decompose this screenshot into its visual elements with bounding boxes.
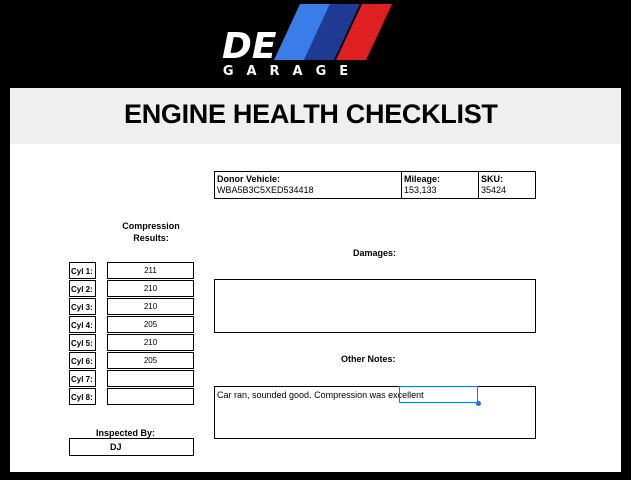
cyl-1-label: Cyl 1: (69, 262, 96, 279)
cyl-4-label: Cyl 4: (69, 316, 96, 333)
donor-vehicle-value: WBA5B3C5XED534418 (217, 185, 314, 195)
cyl-2-value[interactable]: 210 (107, 280, 194, 297)
other-notes-box[interactable] (214, 386, 536, 439)
donor-vehicle-cell[interactable] (215, 172, 401, 198)
inspected-by-value[interactable]: DJ (69, 438, 194, 456)
other-notes-label: Other Notes: (341, 354, 396, 364)
mileage-label: Mileage: (404, 174, 441, 184)
sku-value: 35424 (481, 185, 507, 195)
checklist-sheet (10, 88, 621, 472)
header-bar (0, 0, 631, 88)
damages-label: Damages: (353, 248, 397, 258)
page-title: ENGINE HEALTH CHECKLIST (124, 99, 498, 129)
cyl-2-label: Cyl 2: (69, 280, 96, 297)
donor-vehicle-label: Donor Vehicle: (217, 174, 281, 184)
cyl-1-value[interactable]: 211 (107, 262, 194, 279)
sku-label: SKU: (481, 174, 503, 184)
sku-cell[interactable] (478, 172, 535, 198)
fill-handle[interactable] (476, 401, 481, 406)
cyl-6-value[interactable]: 205 (107, 352, 194, 369)
inspected-by-label: Inspected By: (96, 428, 156, 438)
mileage-cell[interactable] (401, 172, 478, 198)
mileage-value: 153,133 (404, 185, 437, 195)
cyl-8-label: Cyl 8: (69, 388, 96, 405)
damages-box[interactable] (214, 279, 536, 333)
cyl-6-label: Cyl 6: (69, 352, 96, 369)
compression-heading: Compression Results: (122, 221, 180, 243)
cyl-5-value[interactable]: 210 (107, 334, 194, 351)
cyl-5-label: Cyl 5: (69, 334, 96, 351)
logo-subtext: GARAGE (222, 64, 362, 79)
other-notes-text: Car ran, sounded good. Compression was excellent (217, 390, 424, 400)
cyl-3-value[interactable]: 210 (107, 298, 194, 315)
logo-text: DE (222, 26, 277, 67)
vehicle-info-table (214, 171, 536, 199)
title-band (10, 88, 621, 144)
cyl-4-value[interactable]: 205 (107, 316, 194, 333)
cyl-3-label: Cyl 3: (69, 298, 96, 315)
cyl-8-value[interactable] (107, 388, 194, 405)
cyl-7-value[interactable] (107, 370, 194, 387)
selected-cell-outline[interactable] (399, 386, 478, 403)
cyl-7-label: Cyl 7: (69, 370, 96, 387)
